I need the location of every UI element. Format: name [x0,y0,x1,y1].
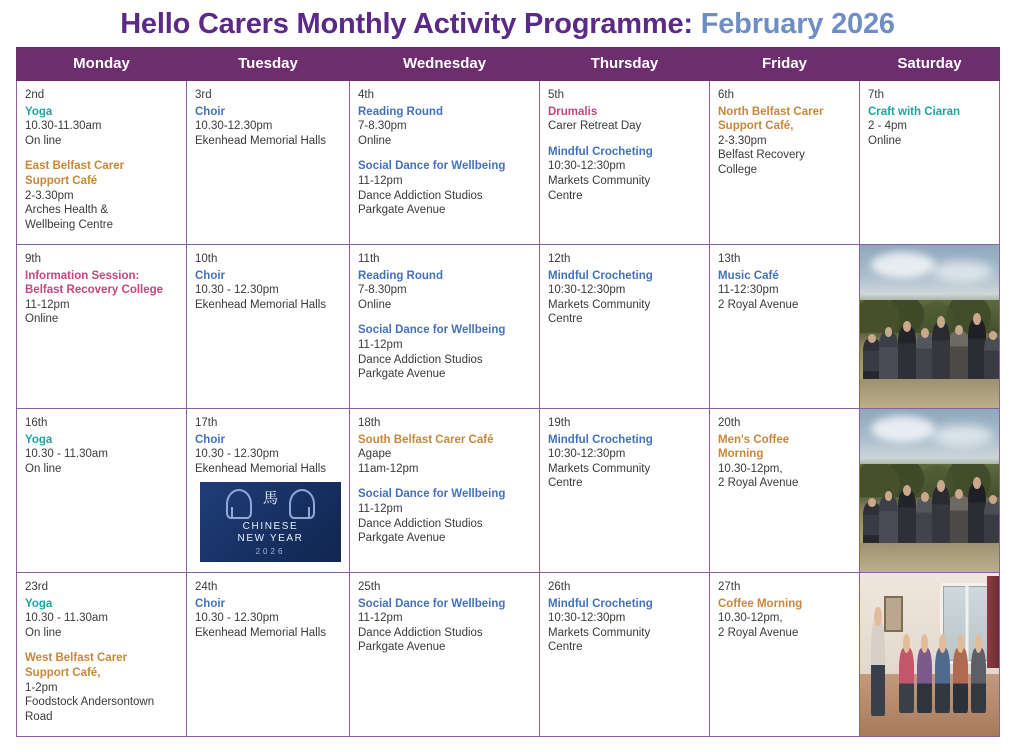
event-details: 11-12pm Dance Addiction Studios Parkgate Avenue [358,338,483,381]
event-details: 10:30-12:30pm Markets Community Centre [548,448,651,490]
event-name: East Belfast Carer Support Café [25,160,125,187]
event-details: 10.30-12pm, 2 Royal Avenue [718,612,799,639]
day-number: 26th [548,581,571,593]
event-entry [718,433,852,491]
event-entry [718,597,852,641]
chinese-new-year-graphic [200,482,341,562]
event-entry [195,597,342,641]
column-header-thursday: Thursday [540,48,710,81]
event-entry [25,433,179,477]
event-details: 10.30-11.30am On line [25,120,102,147]
event-details: 10:30-12:30pm Markets Community Centre [548,612,651,654]
day-number: 23rd [25,581,49,593]
event-entry [358,487,532,545]
event-entry [358,433,532,477]
event-name: Mindful Crocheting [548,433,653,446]
day-number: 25th [358,581,381,593]
day-number: 5th [548,89,564,101]
calendar-cell-friday [710,245,860,409]
calendar-cell-thursday [540,573,710,737]
event-details: 11-12pm Dance Addiction Studios Parkgate Avenue [358,174,483,217]
calendar-cell-monday [17,81,187,245]
calendar-cell-monday [17,245,187,409]
calendar-cell-thursday [540,81,710,245]
event-details: 11-12:30pm 2 Royal Avenue [718,284,799,311]
column-header-friday: Friday [710,48,860,81]
calendar-cell-thursday [540,409,710,573]
column-header-wednesday: Wednesday [350,48,540,81]
event-entry [548,105,702,134]
day-number: 17th [195,417,218,429]
event-name: Reading Round [358,105,443,118]
day-number: 12th [548,253,571,265]
event-entry [718,269,852,313]
event-details: Carer Retreat Day [548,120,642,133]
day-number: 18th [358,417,381,429]
calendar-cell-tuesday [187,573,350,737]
event-name: Music Café [718,269,779,282]
event-entry [195,105,342,149]
calendar-cell-saturday [860,409,1000,573]
cny-line2: NEW YEAR [237,533,304,545]
event-entry [548,145,702,203]
table-header-row [17,48,1000,81]
event-entry [358,269,532,313]
event-name: Reading Round [358,269,443,282]
calendar-cell-wednesday [350,245,540,409]
event-entry [548,433,702,491]
event-details: 10.30 - 12.30pm Ekenhead Memorial Halls [195,448,327,475]
calendar-week-row [17,573,1000,737]
day-number: 2nd [25,89,45,101]
event-entry [548,269,702,327]
event-name: Craft with Ciaran [868,105,961,118]
horse-icon [289,489,315,519]
event-name: Mindful Crocheting [548,145,653,158]
event-name: Coffee Morning [718,597,803,610]
event-details: 10.30-12.30pm Ekenhead Memorial Halls [195,120,327,147]
event-entry [25,159,179,232]
horse-icon [226,489,252,519]
event-entry [548,597,702,655]
event-entry [195,269,342,313]
cny-year: 2026 [255,547,286,557]
event-entry [25,651,179,724]
calendar-cell-friday [710,409,860,573]
event-details: 7-8.30pm Online [358,120,407,147]
calendar-cell-friday [710,573,860,737]
event-name: Choir [195,597,226,610]
calendar-cell-saturday [860,245,1000,409]
calendar-cell-tuesday [187,81,350,245]
event-details: 10.30 - 11.30am On line [25,448,108,475]
calendar-cell-wednesday [350,573,540,737]
calendar-week-row [17,81,1000,245]
event-entry [358,105,532,149]
calendar-cell-saturday [860,81,1000,245]
calendar-cell-thursday [540,245,710,409]
calendar-cell-tuesday [187,409,350,573]
event-details: 10.30 - 12.30pm Ekenhead Memorial Halls [195,612,327,639]
calendar-cell-monday [17,573,187,737]
event-details: 2-3.30pm Arches Health & Wellbeing Centre [25,189,114,231]
event-details: 11-12pm Dance Addiction Studios Parkgate Avenue [358,612,483,654]
day-number: 3rd [195,89,212,101]
event-name: South Belfast Carer Café [358,433,494,446]
event-entry [195,433,342,477]
calendar-cell-friday [710,81,860,245]
event-name: Yoga [25,433,53,446]
event-name: Men's Coffee Morning [718,433,790,461]
event-details: 10:30-12:30pm Markets Community Centre [548,160,651,202]
event-name: Yoga [25,597,53,610]
event-name: Drumalis [548,105,598,118]
indoor-group-photo [860,573,999,736]
event-name: Mindful Crocheting [548,269,653,282]
calendar-cell-tuesday [187,245,350,409]
calendar-cell-monday [17,409,187,573]
page-title-main: Hello Carers Monthly Activity Programme: [120,8,693,40]
calendar-week-row [17,245,1000,409]
day-number: 20th [718,417,741,429]
column-header-monday: Monday [17,48,187,81]
day-number: 4th [358,89,374,101]
event-name: Choir [195,105,226,118]
calendar-cell-wednesday [350,81,540,245]
cny-character: 馬 [262,490,279,508]
event-details: 10.30-12pm, 2 Royal Avenue [718,462,799,490]
day-number: 9th [25,253,41,265]
day-number: 13th [718,253,741,265]
event-details: 11-12pm Dance Addiction Studios Parkgate Avenue [358,502,483,545]
event-entry [358,597,532,655]
outdoor-group-photo [860,245,999,408]
event-name: West Belfast Carer Support Café, [25,652,128,679]
day-number: 6th [718,89,734,101]
event-entry [25,597,179,641]
event-name: Social Dance for Wellbeing [358,324,506,337]
event-entry [358,323,532,381]
event-name: Yoga [25,105,53,118]
outdoor-group-photo [860,409,999,572]
cny-line1: CHINESE [242,521,299,533]
event-details: 11-12pm Online [25,298,70,326]
event-entry [358,159,532,217]
event-name: Mindful Crocheting [548,597,653,610]
column-header-tuesday: Tuesday [187,48,350,81]
calendar-cell-wednesday [350,409,540,573]
event-details: 2 - 4pm Online [868,120,907,147]
event-details: 1-2pm Foodstock Andersontown Road [25,681,155,723]
event-entry [718,105,852,178]
event-entry [868,105,992,149]
column-header-saturday: Saturday [860,48,1000,81]
event-entry [25,269,179,327]
calendar-cell-saturday [860,573,1000,737]
day-number: 16th [25,417,48,429]
event-details: 10.30 - 11.30am On line [25,612,108,639]
calendar-week-row [17,409,1000,573]
day-number: 10th [195,253,218,265]
event-details: 7-8.30pm Online [358,284,407,311]
page-title-month: February 2026 [700,8,895,40]
event-name: North Belfast Carer Support Café, [718,105,824,133]
page-title [16,0,999,47]
event-name: Social Dance for Wellbeing [358,160,506,173]
event-details: 10:30-12:30pm Markets Community Centre [548,284,651,326]
day-number: 11th [358,253,380,265]
event-details: Agape 11am-12pm [358,448,419,475]
event-name: Information Session: Belfast Recovery College [25,269,164,297]
event-name: Social Dance for Wellbeing [358,597,506,610]
day-number: 7th [868,89,884,101]
event-name: Choir [195,269,226,282]
day-number: 24th [195,581,218,593]
event-details: 2-3.30pm Belfast Recovery College [718,134,805,176]
event-details: 10.30 - 12.30pm Ekenhead Memorial Halls [195,284,327,311]
event-name: Choir [195,433,226,446]
day-number: 27th [718,581,741,593]
event-entry [25,105,179,149]
event-name: Social Dance for Wellbeing [358,488,506,501]
activity-calendar-table [16,47,1000,737]
day-number: 19th [548,417,571,429]
